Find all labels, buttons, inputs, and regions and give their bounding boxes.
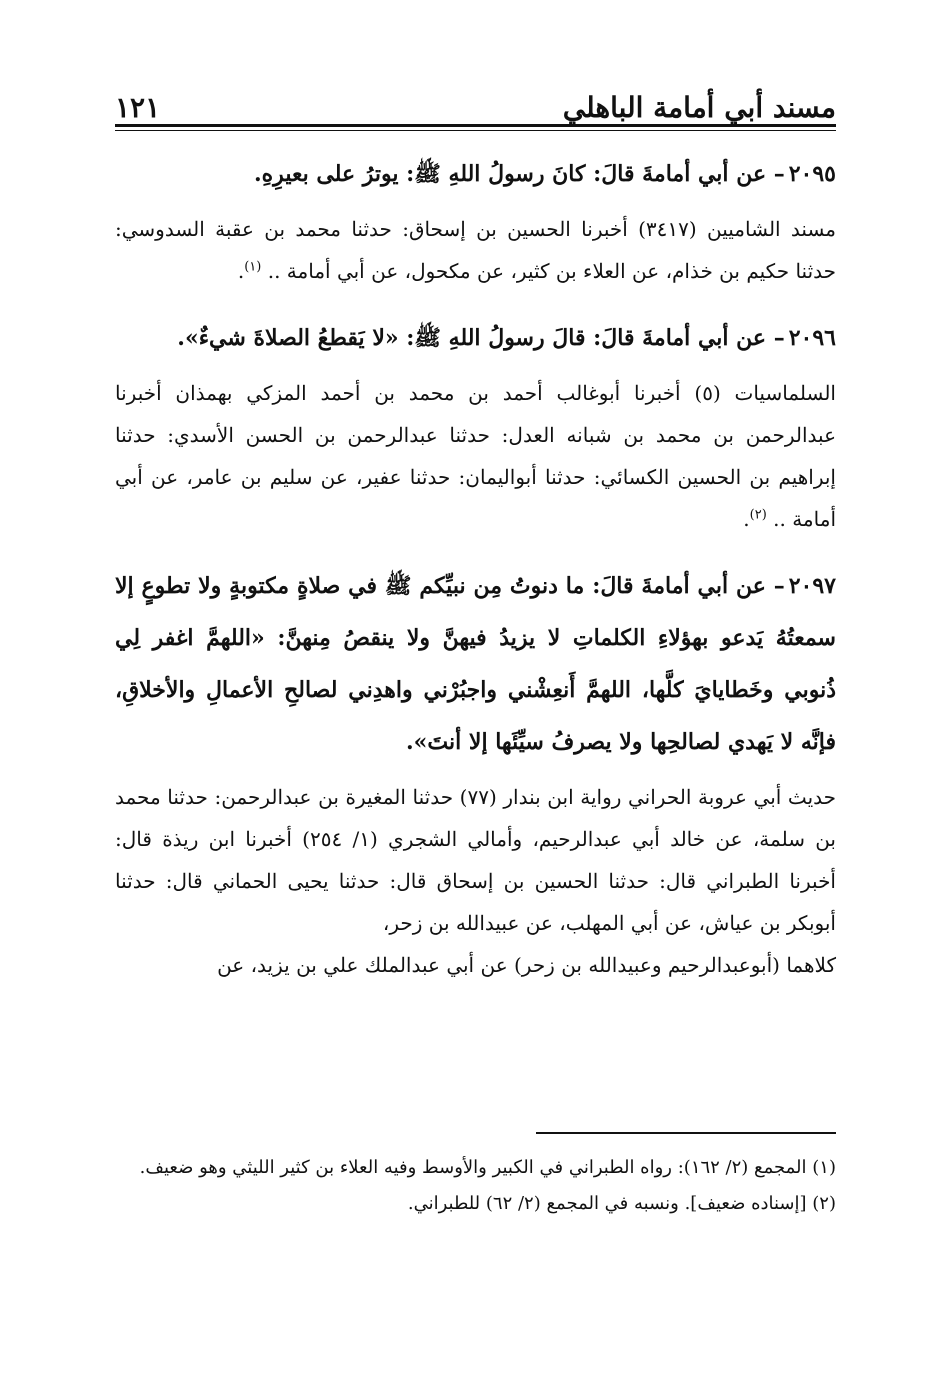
source-text: حديث أبي عروبة الحراني رواية ابن بندار (٧٧) حدثنا المغيرة بن عبدالرحمن: حدثنا محمد بن سلمة، عن خالد أبي عبدالرحيم، وأمالي الشجري (١/ ٢٥٤) أخبرنا ابن ريذة قال: أخبرنا الطبراني قال: حدثنا الحسين بن إسحاق قال: حدثنا يحيى الحماني قال: حدثنا أبوبكر بن عياش، عن أبي المهلب، عن عبيدالله بن زحر،: [115, 785, 836, 935]
footnotes: [115, 1150, 836, 1222]
source-text: السلماسيات (٥) أخبرنا أبوغالب أحمد بن محمد بن أحمد المزكي بهمذان أخبرنا عبدالرحمن بن محمد بن شبانه العدل: حدثنا عبدالرحمن بن الحسن الأسدي: حدثنا إبراهيم بن الحسين الكسائي: حدثنا أبواليمان: حدثنا عفير، عن سليم بن عامر، عن أبي أمامة ..: [115, 381, 836, 531]
hadith-number: ٢٠٩٥: [788, 161, 836, 187]
hadith-2095: [115, 148, 836, 200]
hadith-text: – عن أبي أمامةَ قالَ: قالَ رسولُ اللهِ ﷺ: «لا يَقطعُ الصلاةَ شيءٌ».: [177, 325, 785, 351]
footnote-ref: (٢): [749, 507, 767, 523]
source-text: مسند الشاميين (٣٤١٧) أخبرنا الحسين بن إسحاق: حدثنا محمد بن عقبة السدوسي: حدثنا حكيم بن خذام، عن العلاء بن كثير، عن مكحول، عن أبي أمامة ..: [115, 217, 836, 283]
hadith-number: ٢٠٩٧: [788, 573, 836, 599]
footnote-2: (٢) [إسناده ضعيف]. ونسبه في المجمع (٢/ ٦٢) للطبراني.: [407, 1193, 836, 1214]
source-text: كلاهما (أبوعبدالرحيم وعبيدالله بن زحر) عن أبي عبدالملك علي بن يزيد، عن: [217, 953, 836, 977]
footnote-1: (١) المجمع (٢/ ١٦٢): رواه الطبراني في الكبير والأوسط وفيه العلاء بن كثير الليثي وهو ضعيف.: [139, 1157, 836, 1178]
hadith-2096: [115, 312, 836, 364]
footnote-separator: [536, 1132, 836, 1134]
hadith-source: السلماسيات (٥) أخبرنا أبوغالب أحمد بن محمد بن أحمد المزكي بهمذان أخبرنا عبدالرحمن بن محمد بن شبانه العدل: حدثنا عبدالرحمن بن الحسن الأسدي: حدثنا إبراهيم بن الحسين الكسائي: حدثنا أبواليمان: حدثنا عفير، عن سليم بن عامر، عن أبي أمامة .. $^{(٢)}$.: [115, 381, 836, 531]
page-number: ١٢١: [115, 91, 161, 124]
hadith-source: مسند الشاميين (٣٤١٧) أخبرنا الحسين بن إسحاق: حدثنا محمد بن عقبة السدوسي: حدثنا حكيم بن خذام، عن العلاء بن كثير، عن مكحول، عن أبي أمامة .. $^{(١)}$.: [115, 217, 836, 283]
hadith-text: – عن أبي أمامةَ قالَ: ما دنوتُ مِن نبيِّكم ﷺ في صلاةٍ مكتوبةٍ ولا تطوعٍ إلا سمعتُهُ يَدعو بهؤلاءِ الكلماتِ لا يزيدُ فيهنَّ ولا ينقصُ مِنهنَّ: «اللهمَّ اغفر لِي ذُنوبي وخَطايايَ كلَّها، اللهمَّ أَنعِشْني واجبُرْني واهدِني لصالحِ الأعمالِ والأخلاقِ، فإنَّه لا يَهدي لصالحِها ولا يصرفُ سيِّئَها إلا أنتَ».: [115, 573, 836, 755]
page-header: [115, 82, 836, 124]
running-title: مسند أبي أمامة الباهلي: [562, 91, 836, 124]
hadith-source: [115, 776, 836, 944]
footnote-ref: (١): [244, 259, 262, 275]
hadith-number: ٢٠٩٦: [788, 325, 836, 351]
hadith-2097: [115, 560, 836, 768]
hadith-source-continued: [115, 944, 836, 986]
header-rule-thin: [115, 130, 836, 131]
page-body: [115, 148, 836, 986]
header-rule-thick: [115, 124, 836, 127]
hadith-text: – عن أبي أمامةَ قالَ: كانَ رسولُ اللهِ ﷺ: يوترُ على بعيرِهِ.: [254, 161, 785, 187]
